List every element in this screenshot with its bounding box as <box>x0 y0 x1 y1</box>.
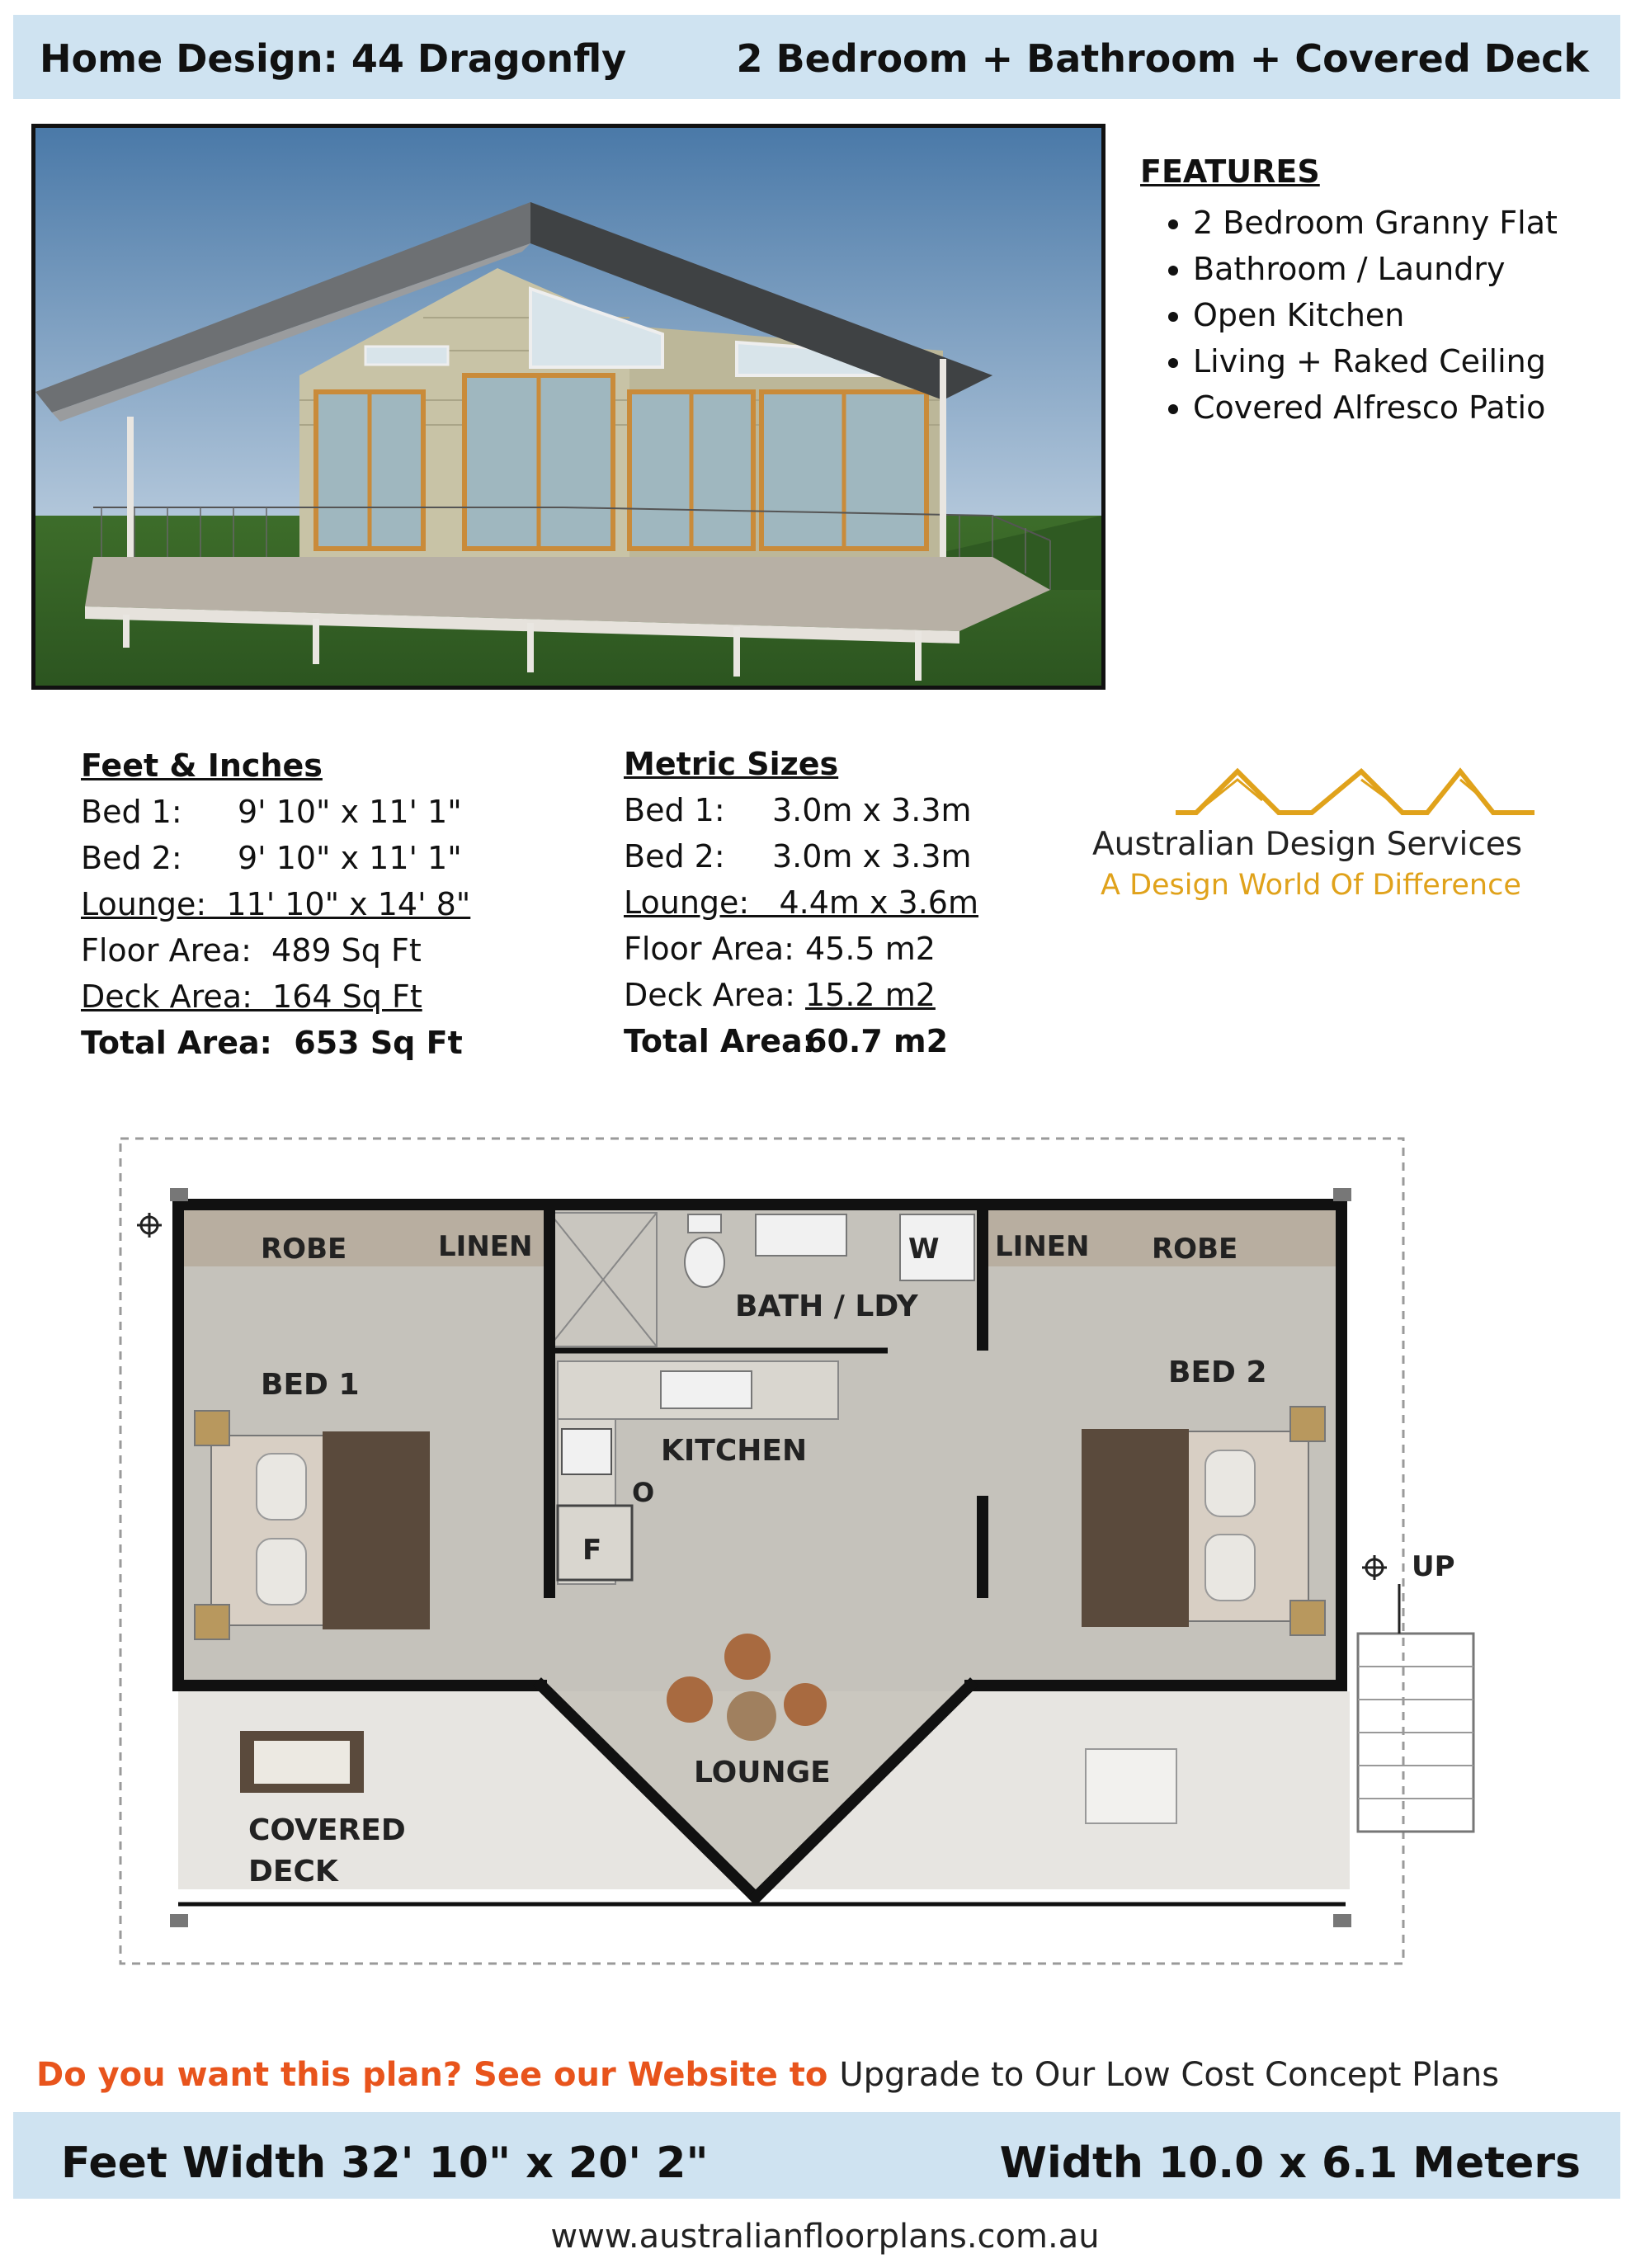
kitchen-label: KITCHEN <box>661 1434 808 1468</box>
metric-table <box>624 741 978 1064</box>
meter-dimensions: Width 10.0 x 6.1 Meters <box>999 2138 1581 2188</box>
linen-left-label: LINEN <box>438 1230 533 1263</box>
floor-area-feet: Floor Area: 489 Sq Ft <box>81 932 422 969</box>
deck-area-feet: Deck Area: 164 Sq Ft <box>81 978 422 1015</box>
feet-dimensions: Feet Width 32' 10" x 20' 2" <box>61 2138 709 2188</box>
lounge-plan-label: LOUNGE <box>694 1756 831 1789</box>
deck-label: Deck Area: <box>624 977 795 1013</box>
total-label: Total Area: <box>624 1023 815 1059</box>
website-url[interactable]: www.australianfloorplans.com.au <box>550 2218 1100 2256</box>
floor-label: Floor Area: <box>624 931 794 967</box>
house-render-svg <box>35 128 1101 686</box>
company-name: Australian Design Services <box>1092 826 1523 863</box>
bed1-label: Bed 1: <box>81 794 182 830</box>
company-logo <box>1089 755 1551 912</box>
total-area-feet: Total Area: 653 Sq Ft <box>81 1025 463 1061</box>
floor-plan-drawing <box>112 1122 1498 1980</box>
lounge-feet: Lounge: 11' 10" x 14' 8" <box>81 886 471 922</box>
bed2-feet-value: 9' 10" x 11' 1" <box>238 840 462 876</box>
features-list <box>1140 149 1558 431</box>
metric-title: Metric Sizes <box>624 746 839 782</box>
bed1-feet-value: 9' 10" x 11' 1" <box>238 794 462 830</box>
bed2-label: Bed 2: <box>624 838 725 875</box>
design-summary: 2 Bedroom + Bathroom + Covered Deck <box>736 36 1589 81</box>
deck-label: DECK <box>248 1855 338 1888</box>
total-metric-value: 60.7 m2 <box>805 1023 949 1059</box>
linen-right-label: LINEN <box>995 1230 1090 1263</box>
cta-question: Do you want this plan? See our Website to <box>36 2056 840 2094</box>
washer-label: W <box>908 1233 940 1266</box>
feature-item: • 2 Bedroom Granny Flat <box>1193 200 1558 246</box>
floor-metric-value: 45.5 m2 <box>805 931 936 967</box>
bed1-metric-value: 3.0m x 3.3m <box>772 792 972 828</box>
oven-label: O <box>632 1477 655 1508</box>
house-render-image <box>31 124 1106 690</box>
website-cta <box>36 2056 1499 2094</box>
feature-item: • Living + Raked Ceiling <box>1193 338 1558 384</box>
design-title: Home Design: 44 Dragonfly <box>40 36 627 81</box>
lounge-metric: Lounge: 4.4m x 3.6m <box>624 884 979 921</box>
robe-left-label: ROBE <box>261 1233 347 1266</box>
deck-metric-value: 15.2 m2 <box>805 977 936 1013</box>
fridge-label: F <box>582 1534 602 1567</box>
features-title: FEATURES <box>1140 153 1320 190</box>
bed2-metric-value: 3.0m x 3.3m <box>772 838 972 875</box>
up-label: UP <box>1412 1550 1455 1583</box>
bed1-label: Bed 1: <box>624 792 725 828</box>
feature-item: • Covered Alfresco Patio <box>1193 384 1558 431</box>
floor-plan <box>112 1122 1498 1980</box>
feature-item: • Bathroom / Laundry <box>1193 246 1558 292</box>
feet-inches-table <box>81 743 470 1066</box>
bed1-plan-label: BED 1 <box>261 1368 360 1402</box>
roofline-logo-icon <box>1089 755 1551 829</box>
company-tagline: A Design World Of Difference <box>1101 869 1521 902</box>
bath-ldy-label: BATH / LDY <box>735 1290 918 1323</box>
covered-label: COVERED <box>248 1813 406 1847</box>
robe-right-label: ROBE <box>1152 1233 1238 1266</box>
bed2-label: Bed 2: <box>81 840 182 876</box>
bed2-plan-label: BED 2 <box>1168 1356 1267 1389</box>
feet-title: Feet & Inches <box>81 747 323 784</box>
feature-item: • Open Kitchen <box>1193 292 1558 338</box>
cta-upgrade-link[interactable]: Upgrade to Our Low Cost Concept Plans <box>839 2056 1500 2094</box>
